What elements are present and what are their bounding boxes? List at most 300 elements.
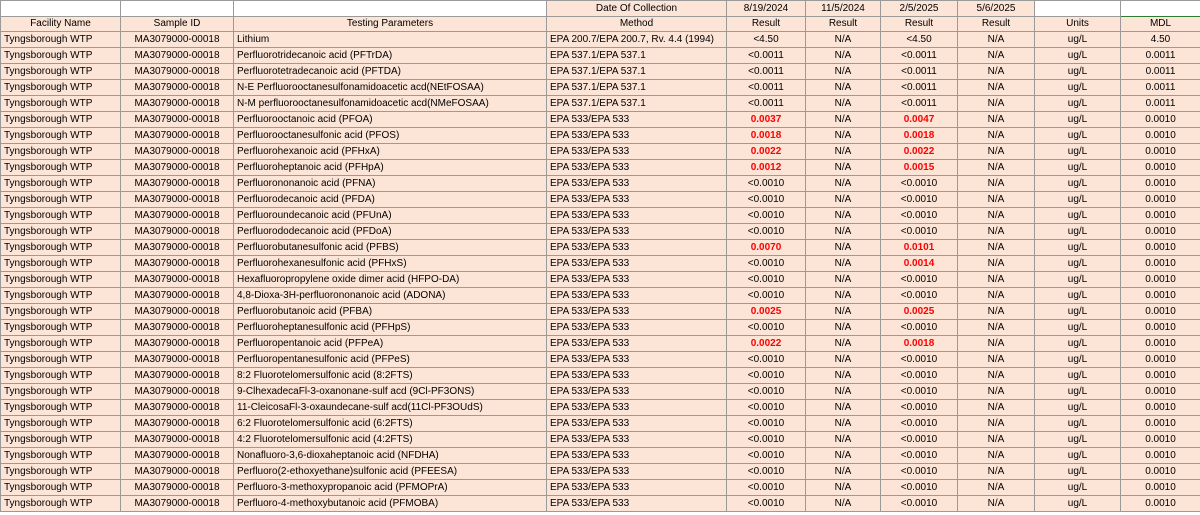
units-cell[interactable]: ug/L — [1035, 448, 1121, 464]
method-cell[interactable]: EPA 533/EPA 533 — [547, 432, 727, 448]
date-of-collection-label[interactable]: Date Of Collection — [547, 1, 727, 17]
result-cell-2[interactable]: N/A — [806, 96, 881, 112]
result-cell-4[interactable]: N/A — [958, 192, 1035, 208]
units-cell[interactable]: ug/L — [1035, 256, 1121, 272]
parameter-cell[interactable]: 9-ClhexadecaFl-3-oxanonane-sulf acd (9Cl-PF3ONS) — [234, 384, 547, 400]
sample-id-cell[interactable]: MA3079000-00018 — [121, 368, 234, 384]
method-cell[interactable]: EPA 533/EPA 533 — [547, 496, 727, 512]
mdl-cell[interactable]: 0.0010 — [1121, 320, 1200, 336]
method-cell[interactable]: EPA 533/EPA 533 — [547, 336, 727, 352]
method-cell[interactable]: EPA 537.1/EPA 537.1 — [547, 64, 727, 80]
sample-id-cell[interactable]: MA3079000-00018 — [121, 160, 234, 176]
facility-cell[interactable]: Tyngsborough WTP — [1, 480, 121, 496]
sample-id-cell[interactable]: MA3079000-00018 — [121, 496, 234, 512]
method-cell[interactable]: EPA 533/EPA 533 — [547, 384, 727, 400]
result-cell-1[interactable]: 0.0025 — [727, 304, 806, 320]
parameter-cell[interactable]: Perfluorobutanoic acid (PFBA) — [234, 304, 547, 320]
blank-cell[interactable] — [234, 1, 547, 17]
result-cell-3[interactable]: <0.0010 — [881, 384, 958, 400]
facility-cell[interactable]: Tyngsborough WTP — [1, 224, 121, 240]
result-cell-3[interactable]: <0.0010 — [881, 464, 958, 480]
units-cell[interactable]: ug/L — [1035, 80, 1121, 96]
method-cell[interactable]: EPA 533/EPA 533 — [547, 288, 727, 304]
units-cell[interactable]: ug/L — [1035, 176, 1121, 192]
method-cell[interactable]: EPA 533/EPA 533 — [547, 240, 727, 256]
parameter-cell[interactable]: Lithium — [234, 32, 547, 48]
result-cell-3[interactable]: 0.0025 — [881, 304, 958, 320]
parameter-cell[interactable]: N-E Perfluorooctanesulfonamidoacetic acd(NEtFOSAA) — [234, 80, 547, 96]
sample-id-cell[interactable]: MA3079000-00018 — [121, 96, 234, 112]
method-cell[interactable]: EPA 533/EPA 533 — [547, 320, 727, 336]
result-cell-4[interactable]: N/A — [958, 320, 1035, 336]
result-cell-3[interactable]: 0.0015 — [881, 160, 958, 176]
facility-cell[interactable]: Tyngsborough WTP — [1, 240, 121, 256]
result-cell-4[interactable]: N/A — [958, 80, 1035, 96]
units-cell[interactable]: ug/L — [1035, 336, 1121, 352]
mdl-header[interactable]: MDL — [1121, 17, 1200, 32]
result-cell-2[interactable]: N/A — [806, 496, 881, 512]
units-cell[interactable]: ug/L — [1035, 368, 1121, 384]
result-cell-1[interactable]: <0.0010 — [727, 208, 806, 224]
units-cell[interactable]: ug/L — [1035, 32, 1121, 48]
units-cell[interactable]: ug/L — [1035, 464, 1121, 480]
facility-cell[interactable]: Tyngsborough WTP — [1, 48, 121, 64]
result-cell-4[interactable]: N/A — [958, 48, 1035, 64]
facility-cell[interactable]: Tyngsborough WTP — [1, 272, 121, 288]
parameter-cell[interactable]: Perfluorooctanoic acid (PFOA) — [234, 112, 547, 128]
result-cell-4[interactable]: N/A — [958, 208, 1035, 224]
units-cell[interactable]: ug/L — [1035, 272, 1121, 288]
result-cell-3[interactable]: <0.0010 — [881, 416, 958, 432]
facility-cell[interactable]: Tyngsborough WTP — [1, 416, 121, 432]
result-cell-3[interactable]: <0.0010 — [881, 320, 958, 336]
sample-id-cell[interactable]: MA3079000-00018 — [121, 240, 234, 256]
result-cell-2[interactable]: N/A — [806, 352, 881, 368]
parameter-cell[interactable]: Perfluorodecanoic acid (PFDA) — [234, 192, 547, 208]
mdl-cell[interactable]: 0.0010 — [1121, 352, 1200, 368]
mdl-cell[interactable]: 0.0010 — [1121, 384, 1200, 400]
result-cell-4[interactable]: N/A — [958, 400, 1035, 416]
sample-id-cell[interactable]: MA3079000-00018 — [121, 64, 234, 80]
result-cell-1[interactable]: <4.50 — [727, 32, 806, 48]
facility-cell[interactable]: Tyngsborough WTP — [1, 496, 121, 512]
method-cell[interactable]: EPA 533/EPA 533 — [547, 272, 727, 288]
method-cell[interactable]: EPA 533/EPA 533 — [547, 208, 727, 224]
units-cell[interactable]: ug/L — [1035, 128, 1121, 144]
result-cell-4[interactable]: N/A — [958, 368, 1035, 384]
facility-cell[interactable]: Tyngsborough WTP — [1, 336, 121, 352]
units-cell[interactable]: ug/L — [1035, 208, 1121, 224]
mdl-cell[interactable]: 0.0010 — [1121, 496, 1200, 512]
method-cell[interactable]: EPA 533/EPA 533 — [547, 176, 727, 192]
units-cell[interactable]: ug/L — [1035, 192, 1121, 208]
parameter-cell[interactable]: 4,8-Dioxa-3H-perfluorononanoic acid (ADONA) — [234, 288, 547, 304]
result-cell-4[interactable]: N/A — [958, 288, 1035, 304]
result-cell-4[interactable]: N/A — [958, 128, 1035, 144]
sample-id-cell[interactable]: MA3079000-00018 — [121, 352, 234, 368]
result-cell-1[interactable]: <0.0011 — [727, 48, 806, 64]
parameter-cell[interactable]: 6:2 Fluorotelomersulfonic acid (6:2FTS) — [234, 416, 547, 432]
result-cell-3[interactable]: 0.0018 — [881, 336, 958, 352]
collection-date-3[interactable]: 2/5/2025 — [881, 1, 958, 17]
result-cell-2[interactable]: N/A — [806, 64, 881, 80]
result-cell-3[interactable]: <0.0010 — [881, 272, 958, 288]
facility-cell[interactable]: Tyngsborough WTP — [1, 352, 121, 368]
result-cell-4[interactable]: N/A — [958, 464, 1035, 480]
result-cell-3[interactable]: 0.0018 — [881, 128, 958, 144]
result-cell-3[interactable]: <0.0010 — [881, 368, 958, 384]
result-cell-2[interactable]: N/A — [806, 48, 881, 64]
method-cell[interactable]: EPA 533/EPA 533 — [547, 192, 727, 208]
parameter-cell[interactable]: Perfluoro-3-methoxypropanoic acid (PFMOPrA) — [234, 480, 547, 496]
result-cell-1[interactable]: <0.0010 — [727, 176, 806, 192]
sample-id-cell[interactable]: MA3079000-00018 — [121, 256, 234, 272]
mdl-cell[interactable]: 0.0010 — [1121, 240, 1200, 256]
method-cell[interactable]: EPA 537.1/EPA 537.1 — [547, 96, 727, 112]
result-cell-2[interactable]: N/A — [806, 416, 881, 432]
blank-cell[interactable] — [1, 1, 121, 17]
parameter-cell[interactable]: Perfluoropentanesulfonic acid (PFPeS) — [234, 352, 547, 368]
parameter-cell[interactable]: Perfluorononanoic acid (PFNA) — [234, 176, 547, 192]
result-cell-1[interactable]: <0.0010 — [727, 272, 806, 288]
parameter-cell[interactable]: Perfluorohexanoic acid (PFHxA) — [234, 144, 547, 160]
sample-id-cell[interactable]: MA3079000-00018 — [121, 32, 234, 48]
sample-id-header[interactable]: Sample ID — [121, 17, 234, 32]
result-cell-3[interactable]: <0.0010 — [881, 400, 958, 416]
method-cell[interactable]: EPA 533/EPA 533 — [547, 112, 727, 128]
sample-id-cell[interactable]: MA3079000-00018 — [121, 480, 234, 496]
sample-id-cell[interactable]: MA3079000-00018 — [121, 304, 234, 320]
result-cell-3[interactable]: <0.0010 — [881, 224, 958, 240]
parameter-cell[interactable]: Perfluorooctanesulfonic acid (PFOS) — [234, 128, 547, 144]
result-cell-1[interactable]: <0.0010 — [727, 320, 806, 336]
result-cell-3[interactable]: 0.0047 — [881, 112, 958, 128]
mdl-cell[interactable]: 0.0011 — [1121, 64, 1200, 80]
method-cell[interactable]: EPA 533/EPA 533 — [547, 160, 727, 176]
mdl-cell[interactable]: 0.0010 — [1121, 128, 1200, 144]
sample-id-cell[interactable]: MA3079000-00018 — [121, 176, 234, 192]
result-cell-4[interactable]: N/A — [958, 240, 1035, 256]
units-cell[interactable]: ug/L — [1035, 144, 1121, 160]
result-cell-2[interactable]: N/A — [806, 384, 881, 400]
mdl-cell[interactable]: 0.0010 — [1121, 368, 1200, 384]
result-cell-1[interactable]: <0.0010 — [727, 496, 806, 512]
mdl-cell[interactable]: 4.50 — [1121, 32, 1200, 48]
result-cell-4[interactable]: N/A — [958, 496, 1035, 512]
method-cell[interactable]: EPA 533/EPA 533 — [547, 304, 727, 320]
result-cell-1[interactable]: <0.0010 — [727, 432, 806, 448]
result-cell-1[interactable]: 0.0022 — [727, 144, 806, 160]
sample-id-cell[interactable]: MA3079000-00018 — [121, 224, 234, 240]
result-cell-4[interactable]: N/A — [958, 272, 1035, 288]
mdl-cell[interactable]: 0.0010 — [1121, 416, 1200, 432]
result-cell-2[interactable]: N/A — [806, 448, 881, 464]
method-cell[interactable]: EPA 533/EPA 533 — [547, 464, 727, 480]
parameter-cell[interactable]: Nonafluoro-3,6-dioxaheptanoic acid (NFDHA) — [234, 448, 547, 464]
units-cell[interactable]: ug/L — [1035, 64, 1121, 80]
result-cell-1[interactable]: 0.0070 — [727, 240, 806, 256]
mdl-cell[interactable]: 0.0010 — [1121, 432, 1200, 448]
result-cell-1[interactable]: <0.0011 — [727, 64, 806, 80]
method-cell[interactable]: EPA 533/EPA 533 — [547, 448, 727, 464]
method-cell[interactable]: EPA 533/EPA 533 — [547, 144, 727, 160]
units-cell[interactable]: ug/L — [1035, 432, 1121, 448]
result-header-3[interactable]: Result — [881, 17, 958, 32]
result-cell-4[interactable]: N/A — [958, 448, 1035, 464]
facility-cell[interactable]: Tyngsborough WTP — [1, 400, 121, 416]
result-cell-4[interactable]: N/A — [958, 96, 1035, 112]
facility-cell[interactable]: Tyngsborough WTP — [1, 288, 121, 304]
parameter-cell[interactable]: Perfluorotridecanoic acid (PFTrDA) — [234, 48, 547, 64]
result-cell-3[interactable]: <0.0010 — [881, 192, 958, 208]
units-cell[interactable]: ug/L — [1035, 320, 1121, 336]
mdl-cell[interactable]: 0.0010 — [1121, 400, 1200, 416]
result-cell-4[interactable]: N/A — [958, 304, 1035, 320]
collection-date-1[interactable]: 8/19/2024 — [727, 1, 806, 17]
result-cell-2[interactable]: N/A — [806, 272, 881, 288]
mdl-cell[interactable]: 0.0010 — [1121, 208, 1200, 224]
units-cell[interactable]: ug/L — [1035, 288, 1121, 304]
result-cell-2[interactable]: N/A — [806, 208, 881, 224]
result-cell-2[interactable]: N/A — [806, 480, 881, 496]
result-cell-1[interactable]: <0.0010 — [727, 400, 806, 416]
result-cell-3[interactable]: <0.0010 — [881, 176, 958, 192]
result-cell-3[interactable]: 0.0101 — [881, 240, 958, 256]
sample-id-cell[interactable]: MA3079000-00018 — [121, 384, 234, 400]
method-cell[interactable]: EPA 200.7/EPA 200.7, Rv. 4.4 (1994) — [547, 32, 727, 48]
testing-parameters-header[interactable]: Testing Parameters — [234, 17, 547, 32]
facility-cell[interactable]: Tyngsborough WTP — [1, 432, 121, 448]
sample-id-cell[interactable]: MA3079000-00018 — [121, 400, 234, 416]
method-cell[interactable]: EPA 533/EPA 533 — [547, 400, 727, 416]
parameter-cell[interactable]: Perfluoropentanoic acid (PFPeA) — [234, 336, 547, 352]
method-cell[interactable]: EPA 533/EPA 533 — [547, 256, 727, 272]
parameter-cell[interactable]: Perfluorobutanesulfonic acid (PFBS) — [234, 240, 547, 256]
facility-cell[interactable]: Tyngsborough WTP — [1, 208, 121, 224]
result-cell-1[interactable]: <0.0011 — [727, 96, 806, 112]
method-cell[interactable]: EPA 533/EPA 533 — [547, 368, 727, 384]
mdl-cell[interactable]: 0.0010 — [1121, 288, 1200, 304]
result-cell-4[interactable]: N/A — [958, 256, 1035, 272]
units-cell[interactable]: ug/L — [1035, 496, 1121, 512]
result-cell-2[interactable]: N/A — [806, 144, 881, 160]
result-cell-2[interactable]: N/A — [806, 432, 881, 448]
result-cell-1[interactable]: <0.0010 — [727, 416, 806, 432]
result-cell-1[interactable]: <0.0010 — [727, 224, 806, 240]
result-cell-2[interactable]: N/A — [806, 320, 881, 336]
sample-id-cell[interactable]: MA3079000-00018 — [121, 432, 234, 448]
units-cell[interactable]: ug/L — [1035, 480, 1121, 496]
result-cell-1[interactable]: <0.0011 — [727, 80, 806, 96]
mdl-cell[interactable]: 0.0010 — [1121, 272, 1200, 288]
result-cell-2[interactable]: N/A — [806, 400, 881, 416]
facility-name-header[interactable]: Facility Name — [1, 17, 121, 32]
parameter-cell[interactable]: Perfluoroheptanoic acid (PFHpA) — [234, 160, 547, 176]
sample-id-cell[interactable]: MA3079000-00018 — [121, 448, 234, 464]
result-cell-1[interactable]: <0.0010 — [727, 384, 806, 400]
result-cell-3[interactable]: <0.0011 — [881, 64, 958, 80]
facility-cell[interactable]: Tyngsborough WTP — [1, 256, 121, 272]
result-cell-4[interactable]: N/A — [958, 64, 1035, 80]
units-cell[interactable]: ug/L — [1035, 96, 1121, 112]
result-cell-4[interactable]: N/A — [958, 160, 1035, 176]
sample-id-cell[interactable]: MA3079000-00018 — [121, 336, 234, 352]
result-cell-1[interactable]: <0.0010 — [727, 448, 806, 464]
result-cell-3[interactable]: 0.0022 — [881, 144, 958, 160]
sample-id-cell[interactable]: MA3079000-00018 — [121, 112, 234, 128]
parameter-cell[interactable]: 11-CleicosaFl-3-oxaundecane-sulf acd(11Cl-PF3OUdS) — [234, 400, 547, 416]
facility-cell[interactable]: Tyngsborough WTP — [1, 144, 121, 160]
facility-cell[interactable]: Tyngsborough WTP — [1, 128, 121, 144]
selected-cell[interactable] — [1121, 1, 1200, 17]
method-cell[interactable]: EPA 533/EPA 533 — [547, 224, 727, 240]
parameter-cell[interactable]: 4:2 Fluorotelomersulfonic acid (4:2FTS) — [234, 432, 547, 448]
facility-cell[interactable]: Tyngsborough WTP — [1, 112, 121, 128]
result-cell-4[interactable]: N/A — [958, 112, 1035, 128]
result-cell-3[interactable]: <0.0010 — [881, 480, 958, 496]
result-header-1[interactable]: Result — [727, 17, 806, 32]
method-cell[interactable]: EPA 537.1/EPA 537.1 — [547, 80, 727, 96]
result-cell-1[interactable]: <0.0010 — [727, 192, 806, 208]
result-cell-2[interactable]: N/A — [806, 464, 881, 480]
units-cell[interactable]: ug/L — [1035, 160, 1121, 176]
mdl-cell[interactable]: 0.0010 — [1121, 112, 1200, 128]
result-cell-1[interactable]: 0.0022 — [727, 336, 806, 352]
result-cell-1[interactable]: <0.0010 — [727, 368, 806, 384]
parameter-cell[interactable]: N-M perfluorooctanesulfonamidoacetic acd(NMeFOSAA) — [234, 96, 547, 112]
method-cell[interactable]: EPA 533/EPA 533 — [547, 352, 727, 368]
result-cell-4[interactable]: N/A — [958, 480, 1035, 496]
mdl-cell[interactable]: 0.0010 — [1121, 192, 1200, 208]
facility-cell[interactable]: Tyngsborough WTP — [1, 80, 121, 96]
mdl-cell[interactable]: 0.0010 — [1121, 160, 1200, 176]
result-cell-4[interactable]: N/A — [958, 224, 1035, 240]
facility-cell[interactable]: Tyngsborough WTP — [1, 304, 121, 320]
mdl-cell[interactable]: 0.0010 — [1121, 256, 1200, 272]
result-cell-4[interactable]: N/A — [958, 384, 1035, 400]
sample-id-cell[interactable]: MA3079000-00018 — [121, 416, 234, 432]
result-cell-2[interactable]: N/A — [806, 32, 881, 48]
parameter-cell[interactable]: Perfluoro(2-ethoxyethane)sulfonic acid (PFEESA) — [234, 464, 547, 480]
result-header-4[interactable]: Result — [958, 17, 1035, 32]
result-cell-2[interactable]: N/A — [806, 240, 881, 256]
sample-id-cell[interactable]: MA3079000-00018 — [121, 128, 234, 144]
result-cell-3[interactable]: <0.0010 — [881, 448, 958, 464]
parameter-cell[interactable]: Perfluoro-4-methoxybutanoic acid (PFMOBA) — [234, 496, 547, 512]
mdl-cell[interactable]: 0.0010 — [1121, 464, 1200, 480]
method-header[interactable]: Method — [547, 17, 727, 32]
units-header[interactable]: Units — [1035, 17, 1121, 32]
result-cell-2[interactable]: N/A — [806, 336, 881, 352]
parameter-cell[interactable]: Perfluoroheptanesulfonic acid (PFHpS) — [234, 320, 547, 336]
result-cell-1[interactable]: <0.0010 — [727, 256, 806, 272]
result-cell-2[interactable]: N/A — [806, 112, 881, 128]
facility-cell[interactable]: Tyngsborough WTP — [1, 368, 121, 384]
facility-cell[interactable]: Tyngsborough WTP — [1, 384, 121, 400]
result-cell-1[interactable]: 0.0018 — [727, 128, 806, 144]
mdl-cell[interactable]: 0.0010 — [1121, 224, 1200, 240]
parameter-cell[interactable]: Perfluorotetradecanoic acid (PFTDA) — [234, 64, 547, 80]
facility-cell[interactable]: Tyngsborough WTP — [1, 96, 121, 112]
result-cell-1[interactable]: <0.0010 — [727, 480, 806, 496]
result-cell-3[interactable]: <0.0011 — [881, 96, 958, 112]
mdl-cell[interactable]: 0.0011 — [1121, 80, 1200, 96]
sample-id-cell[interactable]: MA3079000-00018 — [121, 288, 234, 304]
result-cell-3[interactable]: <4.50 — [881, 32, 958, 48]
result-cell-2[interactable]: N/A — [806, 160, 881, 176]
sample-id-cell[interactable]: MA3079000-00018 — [121, 208, 234, 224]
sample-id-cell[interactable]: MA3079000-00018 — [121, 272, 234, 288]
result-cell-3[interactable]: <0.0010 — [881, 352, 958, 368]
sample-id-cell[interactable]: MA3079000-00018 — [121, 192, 234, 208]
mdl-cell[interactable]: 0.0010 — [1121, 336, 1200, 352]
result-cell-2[interactable]: N/A — [806, 368, 881, 384]
units-cell[interactable]: ug/L — [1035, 400, 1121, 416]
result-cell-2[interactable]: N/A — [806, 192, 881, 208]
result-cell-4[interactable]: N/A — [958, 352, 1035, 368]
facility-cell[interactable]: Tyngsborough WTP — [1, 448, 121, 464]
facility-cell[interactable]: Tyngsborough WTP — [1, 192, 121, 208]
result-cell-2[interactable]: N/A — [806, 224, 881, 240]
sample-id-cell[interactable]: MA3079000-00018 — [121, 80, 234, 96]
mdl-cell[interactable]: 0.0010 — [1121, 144, 1200, 160]
blank-cell[interactable] — [1035, 1, 1121, 17]
result-cell-4[interactable]: N/A — [958, 144, 1035, 160]
mdl-cell[interactable]: 0.0010 — [1121, 176, 1200, 192]
result-cell-3[interactable]: <0.0010 — [881, 288, 958, 304]
result-cell-4[interactable]: N/A — [958, 432, 1035, 448]
result-cell-1[interactable]: <0.0010 — [727, 464, 806, 480]
result-cell-2[interactable]: N/A — [806, 304, 881, 320]
parameter-cell[interactable]: Perfluorododecanoic acid (PFDoA) — [234, 224, 547, 240]
method-cell[interactable]: EPA 537.1/EPA 537.1 — [547, 48, 727, 64]
result-cell-1[interactable]: 0.0037 — [727, 112, 806, 128]
facility-cell[interactable]: Tyngsborough WTP — [1, 320, 121, 336]
result-cell-1[interactable]: <0.0010 — [727, 288, 806, 304]
collection-date-2[interactable]: 11/5/2024 — [806, 1, 881, 17]
parameter-cell[interactable]: Perfluorohexanesulfonic acid (PFHxS) — [234, 256, 547, 272]
result-cell-2[interactable]: N/A — [806, 176, 881, 192]
facility-cell[interactable]: Tyngsborough WTP — [1, 160, 121, 176]
mdl-cell[interactable]: 0.0011 — [1121, 96, 1200, 112]
result-cell-3[interactable]: <0.0010 — [881, 432, 958, 448]
sample-id-cell[interactable]: MA3079000-00018 — [121, 464, 234, 480]
facility-cell[interactable]: Tyngsborough WTP — [1, 464, 121, 480]
method-cell[interactable]: EPA 533/EPA 533 — [547, 416, 727, 432]
sample-id-cell[interactable]: MA3079000-00018 — [121, 320, 234, 336]
method-cell[interactable]: EPA 533/EPA 533 — [547, 128, 727, 144]
result-cell-3[interactable]: <0.0010 — [881, 208, 958, 224]
result-header-2[interactable]: Result — [806, 17, 881, 32]
facility-cell[interactable]: Tyngsborough WTP — [1, 64, 121, 80]
sample-id-cell[interactable]: MA3079000-00018 — [121, 144, 234, 160]
facility-cell[interactable]: Tyngsborough WTP — [1, 32, 121, 48]
result-cell-2[interactable]: N/A — [806, 288, 881, 304]
method-cell[interactable]: EPA 533/EPA 533 — [547, 480, 727, 496]
parameter-cell[interactable]: Hexafluoropropylene oxide dimer acid (HFPO-DA) — [234, 272, 547, 288]
result-cell-2[interactable]: N/A — [806, 80, 881, 96]
result-cell-4[interactable]: N/A — [958, 32, 1035, 48]
result-cell-3[interactable]: <0.0011 — [881, 80, 958, 96]
mdl-cell[interactable]: 0.0010 — [1121, 448, 1200, 464]
result-cell-4[interactable]: N/A — [958, 336, 1035, 352]
mdl-cell[interactable]: 0.0010 — [1121, 480, 1200, 496]
units-cell[interactable]: ug/L — [1035, 384, 1121, 400]
units-cell[interactable]: ug/L — [1035, 304, 1121, 320]
units-cell[interactable]: ug/L — [1035, 240, 1121, 256]
mdl-cell[interactable]: 0.0011 — [1121, 48, 1200, 64]
result-cell-2[interactable]: N/A — [806, 256, 881, 272]
